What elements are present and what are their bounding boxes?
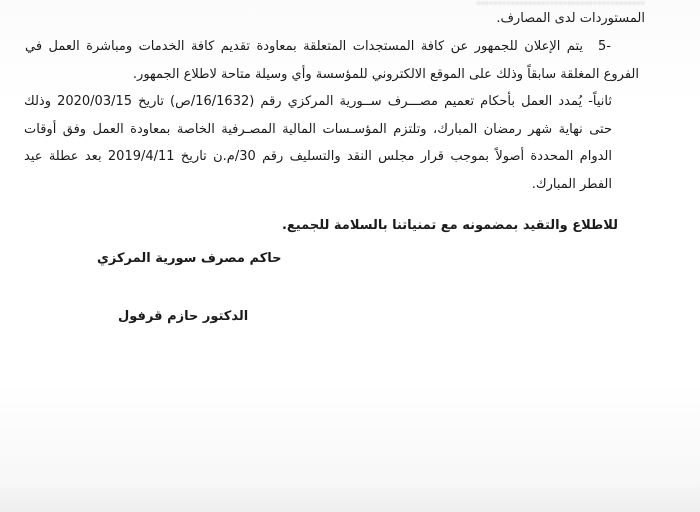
item-5-line-1: يتم الإعلان للجمهور عن كافة المستجدات المتعلقة بمعاودة تقديم كافة الخدمات ومباشرة العمل في (25, 39, 583, 54)
closing-line: للاطلاع والتقيد بمضمونه مع تمنياتنا بالسلامة للجميع. (281, 218, 618, 233)
item-5-line-2: الفروع المغلقة سابقاً وذلك على الموقع الالكتروني للمؤسسة وأي وسيلة متاحة لاطلاع الجمهور. (132, 67, 639, 82)
second-line-4: الفطر المبارك. (531, 177, 612, 192)
second-line-3: الدوام المحددة أصولاً بموجب قرار مجلس النقد والتسليف رقم 30/م.ن تاريخ 2019/4/11 بعد عطلة عيد (24, 149, 612, 164)
cut-off-line: ………………………………… (476, 0, 645, 8)
paragraph-line: المستوردات لدى المصارف. (496, 11, 645, 26)
item-number: 5- (598, 39, 611, 54)
second-line-2: حتى نهاية شهر رمضان المبارك، وتلتزم المؤسـسات المالية المصـرفية الخاصة بمعاودة العمل وفق أوقات (24, 122, 612, 137)
second-line-1: ثانياً- يُمدد العمل بأحكام تعميم مصـــرف ســورية المركزي رقم (16/1632/ص) تاريخ 2020/03/15 وذلك (24, 94, 612, 109)
page-bottom-shadow (0, 482, 700, 512)
signature-title: حاكم مصرف سورية المركزي (97, 251, 282, 266)
signature-name: الدكتور حازم قرفول (118, 309, 249, 324)
